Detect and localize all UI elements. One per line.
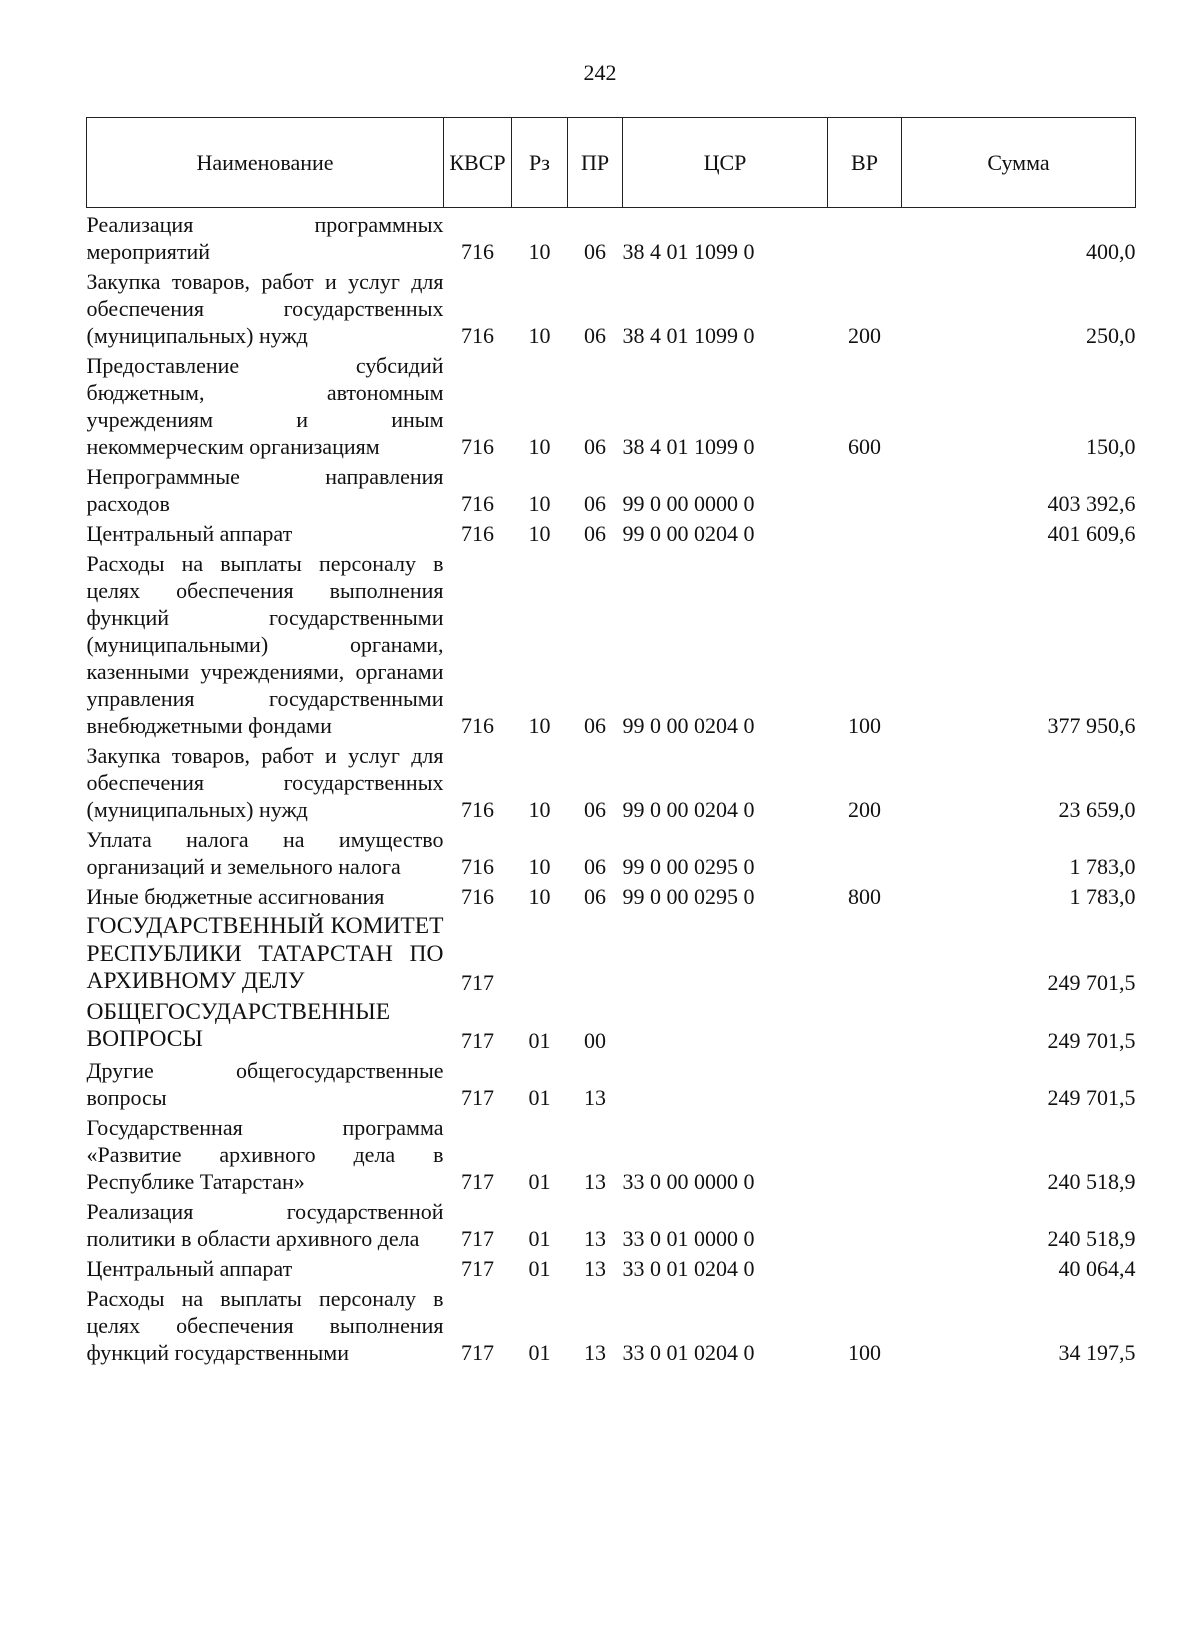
kvsr-cell: 717 (461, 1225, 494, 1251)
sum-cell: 401 609,6 (1047, 521, 1136, 546)
kvsr-cell: 716 (461, 521, 494, 546)
row-label: ОБЩЕГОСУДАРСТВЕННЫЕ ВОПРОСЫ (86, 998, 391, 1052)
sum-cell: 240 518,9 (1047, 1168, 1136, 1194)
row-label: Государственная программа «Развитие архивного дела в Республике Татарстан» (86, 1114, 444, 1194)
vr-cell: 200 (848, 797, 881, 822)
name-cell (87, 1252, 444, 1282)
csr-cell: 33 0 00 0000 0 (622, 1168, 755, 1194)
vr-cell (828, 1252, 902, 1282)
column-header-kvsr: КВСР (444, 118, 512, 208)
pr-cell: 06 (584, 239, 606, 264)
rz-cell: 10 (528, 854, 551, 879)
table-body (87, 208, 1136, 1366)
csr-cell (623, 996, 828, 1054)
csr-cell: 99 0 00 0295 0 (622, 884, 755, 909)
table-header (87, 118, 1136, 208)
pr-cell: 06 (584, 797, 606, 822)
csr-cell (623, 1054, 828, 1111)
csr-cell: 99 0 00 0295 0 (622, 854, 755, 879)
csr-cell: 38 4 01 1099 0 (622, 323, 755, 348)
kvsr-cell: 716 (461, 491, 494, 516)
pr-cell: 00 (584, 1027, 606, 1053)
sum-cell: 400,0 (1086, 239, 1136, 264)
rz-cell: 01 (528, 1168, 551, 1194)
pr-cell: 06 (584, 884, 606, 909)
vr-cell: 100 (848, 713, 881, 738)
sum-cell: 240 518,9 (1047, 1225, 1136, 1251)
table-row (87, 996, 1136, 1054)
pr-cell: 13 (584, 1339, 606, 1365)
row-label: Иные бюджетные ассигнования (86, 884, 385, 909)
csr-cell: 99 0 00 0204 0 (622, 713, 755, 738)
sum-cell: 150,0 (1086, 434, 1136, 459)
sum-cell: 23 659,0 (1058, 797, 1136, 822)
table-row (87, 547, 1136, 739)
kvsr-cell: 717 (461, 1084, 494, 1110)
csr-cell: 33 0 01 0204 0 (622, 1255, 755, 1281)
column-header-sum: Сумма (902, 118, 1136, 208)
name-cell (87, 996, 444, 1054)
kvsr-cell: 716 (461, 434, 494, 459)
kvsr-cell: 716 (461, 884, 494, 909)
pr-cell: 06 (584, 521, 606, 546)
vr-cell: 800 (848, 884, 881, 909)
kvsr-cell: 716 (461, 239, 494, 264)
table-row (87, 1054, 1136, 1111)
table-row (87, 1282, 1136, 1366)
pr-cell: 13 (584, 1084, 606, 1110)
csr-cell: 33 0 01 0000 0 (622, 1225, 755, 1251)
table-row (87, 1195, 1136, 1252)
kvsr-cell: 717 (461, 1255, 494, 1281)
table-row (87, 349, 1136, 460)
name-cell (87, 880, 444, 910)
pr-cell: 13 (584, 1168, 606, 1194)
rz-cell: 10 (528, 239, 551, 264)
kvsr-cell: 717 (461, 969, 494, 995)
vr-cell (828, 823, 902, 880)
csr-cell: 99 0 00 0204 0 (622, 521, 755, 546)
name-cell (87, 823, 444, 880)
rz-cell: 10 (528, 323, 551, 348)
name-cell (87, 265, 444, 349)
kvsr-cell: 716 (461, 797, 494, 822)
pr-cell (568, 910, 623, 996)
column-header-vr: ВР (828, 118, 902, 208)
page-number: 242 (583, 60, 617, 85)
sum-cell: 249 701,5 (1047, 969, 1136, 995)
table-row (87, 517, 1136, 547)
table-row (87, 910, 1136, 996)
vr-cell (828, 910, 902, 996)
table-row (87, 880, 1136, 910)
kvsr-cell: 717 (461, 1027, 494, 1053)
vr-cell (828, 208, 902, 266)
rz-cell: 10 (528, 713, 551, 738)
sum-cell: 377 950,6 (1047, 713, 1136, 738)
rz-cell: 10 (528, 797, 551, 822)
vr-cell (828, 460, 902, 517)
vr-cell (828, 1054, 902, 1111)
name-cell (87, 349, 444, 460)
column-header-pr: ПР (568, 118, 623, 208)
row-label: Расходы на выплаты персоналу в целях обеспечения выполнения функций государственными (86, 1285, 444, 1365)
row-label: Закупка товаров, работ и услуг для обеспечения государственных (муниципальных) нужд (86, 269, 444, 348)
rz-cell: 01 (528, 1084, 551, 1110)
kvsr-cell: 716 (461, 854, 494, 879)
rz-cell: 10 (528, 521, 551, 546)
name-cell (87, 739, 444, 823)
vr-cell: 200 (848, 323, 881, 348)
table-row (87, 1111, 1136, 1195)
csr-cell: 99 0 00 0000 0 (622, 491, 755, 516)
pr-cell: 13 (584, 1225, 606, 1251)
table-row (87, 208, 1136, 266)
pr-cell: 06 (584, 854, 606, 879)
vr-cell (828, 1111, 902, 1195)
rz-cell: 01 (528, 1255, 551, 1281)
rz-cell: 01 (528, 1225, 551, 1251)
sum-cell: 249 701,5 (1047, 1027, 1136, 1053)
pr-cell: 06 (584, 434, 606, 459)
name-cell (87, 460, 444, 517)
name-cell (87, 1195, 444, 1252)
row-label: ГОСУДАРСТВЕННЫЙ КОМИТЕТ РЕСПУБЛИКИ ТАТАРСТАН ПО АРХИВНОМУ ДЕЛУ (86, 913, 444, 994)
row-label: Реализация программных мероприятий (86, 212, 444, 264)
csr-cell: 38 4 01 1099 0 (622, 434, 755, 459)
name-cell (87, 517, 444, 547)
rz-cell: 10 (528, 434, 551, 459)
column-header-csr: ЦСР (623, 118, 828, 208)
kvsr-cell: 717 (461, 1168, 494, 1194)
csr-cell: 33 0 01 0204 0 (622, 1339, 755, 1365)
name-cell (87, 547, 444, 739)
vr-cell: 100 (848, 1339, 881, 1365)
rz-cell (512, 910, 568, 996)
sum-cell: 403 392,6 (1047, 491, 1136, 516)
row-label: Закупка товаров, работ и услуг для обеспечения государственных (муниципальных) нужд (86, 743, 444, 822)
row-label: Реализация государственной политики в области архивного дела (86, 1198, 444, 1251)
row-label: Предоставление субсидий бюджетным, автономным учреждениям и иным некоммерческим организациям (86, 353, 444, 459)
name-cell (87, 1054, 444, 1111)
kvsr-cell: 717 (461, 1339, 494, 1365)
column-header-name: Наименование (87, 118, 444, 208)
name-cell (87, 1282, 444, 1366)
rz-cell: 01 (528, 1339, 551, 1365)
name-cell (87, 208, 444, 266)
pr-cell: 13 (584, 1255, 606, 1281)
csr-cell: 99 0 00 0204 0 (622, 797, 755, 822)
row-label: Непрограммные направления расходов (86, 464, 444, 516)
row-label: Другие общегосударственные вопросы (86, 1057, 444, 1110)
sum-cell: 40 064,4 (1058, 1255, 1136, 1281)
row-label: Расходы на выплаты персоналу в целях обеспечения выполнения функций государственными (муниципальными) органами, казенными учреждениями, органами управления государственными внебюджетными фондами (86, 551, 444, 738)
row-label: Центральный аппарат (86, 521, 293, 546)
row-label: Уплата налога на имущество организаций и земельного налога (86, 827, 444, 879)
table-row (87, 823, 1136, 880)
rz-cell: 10 (528, 491, 551, 516)
rz-cell: 10 (528, 884, 551, 909)
sum-cell: 1 783,0 (1069, 854, 1136, 879)
pr-cell: 06 (584, 713, 606, 738)
vr-cell (828, 996, 902, 1054)
sum-cell: 250,0 (1086, 323, 1136, 348)
vr-cell (828, 517, 902, 547)
row-label: Центральный аппарат (86, 1255, 293, 1281)
pr-cell: 06 (584, 323, 606, 348)
budget-table (86, 117, 1136, 1366)
rz-cell: 01 (528, 1027, 551, 1053)
table-row (87, 1252, 1136, 1282)
table-row (87, 265, 1136, 349)
pr-cell: 06 (584, 491, 606, 516)
kvsr-cell: 716 (461, 323, 494, 348)
vr-cell: 600 (848, 434, 881, 459)
vr-cell (828, 1195, 902, 1252)
name-cell (87, 1111, 444, 1195)
table-row (87, 739, 1136, 823)
kvsr-cell: 716 (461, 713, 494, 738)
sum-cell: 249 701,5 (1047, 1084, 1136, 1110)
csr-cell: 38 4 01 1099 0 (622, 239, 755, 264)
sum-cell: 1 783,0 (1069, 884, 1136, 909)
csr-cell (623, 910, 828, 996)
sum-cell: 34 197,5 (1058, 1339, 1136, 1365)
column-header-rz: Рз (512, 118, 568, 208)
name-cell (87, 910, 444, 996)
table-row (87, 460, 1136, 517)
